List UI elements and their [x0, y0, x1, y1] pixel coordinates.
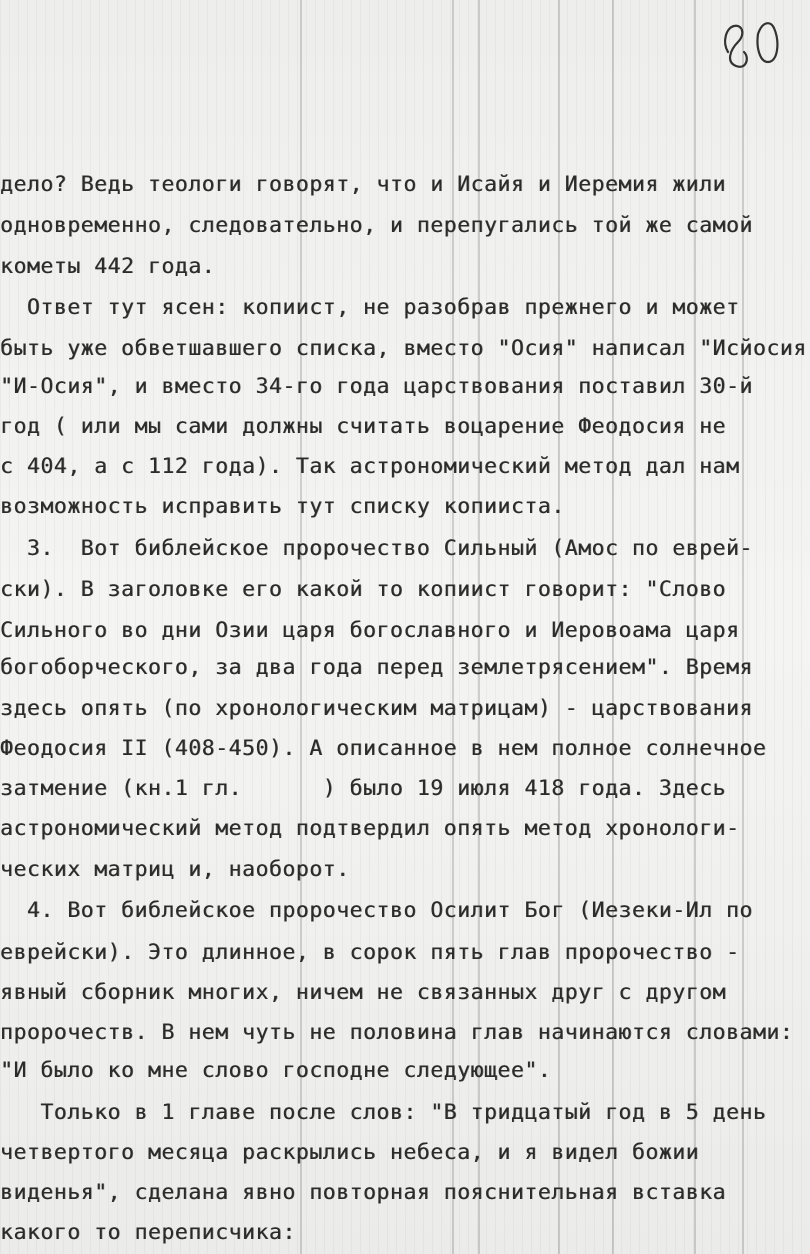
text-line: ски). В заголовке его какой то копиист говорит: "Слово: [0, 577, 726, 602]
text-line: здесь опять (по хронологическим матрицам) - царствования: [0, 696, 753, 721]
text-line: какого то переписчика:: [0, 1220, 296, 1245]
text-line: Ответ тут ясен: копиист, не разобрав прежнего и может: [0, 295, 740, 320]
text-line: 3. Вот библейское пророчество Сильный (Амос по еврей-: [0, 536, 753, 561]
text-line: 4. Вот библейское пророчество Осилит Бог (Иезеки-Ил по: [0, 898, 753, 923]
text-line: кометы 442 года.: [0, 254, 216, 279]
text-line: с 404, а с 112 года). Так астрономический метод дал нам: [0, 454, 740, 479]
text-line: пророчеств. В нем чуть не половина глав начинаются словами:: [0, 1020, 794, 1045]
text-line: явный сборник многих, ничем не связанных друг с другом: [0, 980, 726, 1005]
scan-streak: [742, 0, 744, 1254]
text-line: год ( или мы сами должны считать воцарение Феодосия не: [0, 414, 726, 439]
text-line: затмение (кн.1 гл. ) было 19 июля 418 года. Здесь: [0, 776, 726, 801]
text-line: Только в 1 главе после слов: "В тридцатый год в 5 день: [0, 1100, 767, 1125]
text-line: Феодосия II (408-450). А описанное в нем полное солнечное: [0, 736, 767, 761]
text-line: астрономический метод подтвердил опять метод хронологи-: [0, 816, 740, 841]
text-line: дело? Ведь теологи говорят, что и Исайя и Иеремия жили: [0, 172, 726, 197]
text-line: быть уже обветшавшего списка, вместо "Осия" написал "Исйосия: [0, 336, 807, 361]
text-line: четвертого месяца раскрылись небеса, и я видел божии: [0, 1140, 700, 1165]
text-line: виденья", сделана явно повторная пояснительная вставка: [0, 1180, 726, 1205]
handwritten-page-number: [720, 12, 790, 72]
text-line: одновременно, следовательно, и перепугались той же самой: [0, 213, 753, 238]
text-line: богоборческого, за два года перед землетрясением". Время: [0, 655, 753, 680]
text-line: ческих матриц и, наоборот.: [0, 857, 350, 882]
text-line: возможность исправить тут списку копииста.: [0, 494, 565, 519]
text-line: "И-Осия", и вместо 34-го года царствования поставил 30-й: [0, 374, 753, 399]
text-line: Сильного во дни Озии царя богославного и Иеровоама царя: [0, 618, 740, 643]
text-line: еврейски). Это длинное, в сорок пять глав пророчество -: [0, 940, 740, 965]
text-line: "И было ко мне слово господне следующее".: [0, 1058, 552, 1083]
